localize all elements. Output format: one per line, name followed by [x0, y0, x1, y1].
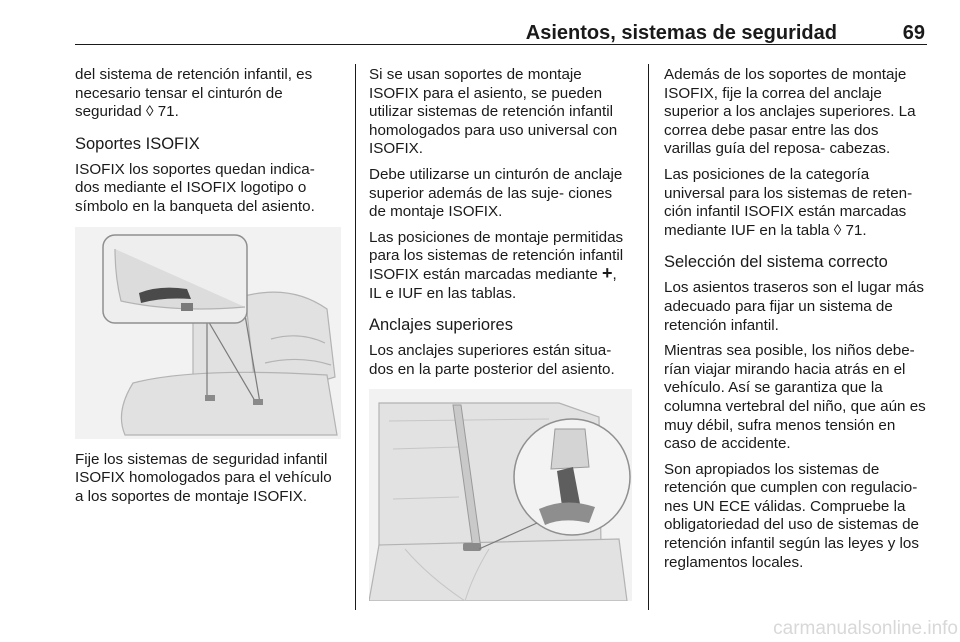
paragraph: Los anclajes superiores están situa- dos en la parte posterior del asiento. [369, 342, 615, 378]
paragraph: Debe utilizarse un cinturón de anclaje superior además de las suje- ciones de montaje ISOFIX. [369, 165, 623, 221]
paragraph: Las posiciones de la categoría universal para los sistemas de reten- ción infantil ISOFIX están marcadas mediante IUF en la tabla ◊ 71. [664, 165, 913, 239]
top-tether-illustration [369, 389, 632, 601]
watermark: carmanualsonline.info [773, 618, 958, 639]
paragraph: Las posiciones de montaje permitidas para los sistemas de retención infantil ISOFIX están marcadas mediante +, IL e IUF en las tablas. [369, 228, 624, 302]
section-heading-isofix: Soportes ISOFIX [75, 134, 200, 153]
paragraph: Además de los soportes de montaje ISOFIX, fije la correa del anclaje superior a los anclajes superiores. La correa debe pasar entre las dos varillas guía del reposa- cabezas. [664, 66, 916, 158]
paragraph: Si se usan soportes de montaje ISOFIX para el asiento, se pueden utilizar sistemas de retención infantil homologados para uso universal con ISOFIX. [369, 66, 618, 158]
page-ref[interactable]: 71. [153, 103, 179, 121]
column-divider [648, 64, 649, 610]
page-header [75, 0, 927, 45]
page-title: Asientos, sistemas de seguridad [525, 22, 837, 44]
column-3 [664, 66, 926, 579]
page-ref-icon: ◊ [145, 103, 154, 121]
column-1 [75, 66, 341, 513]
column-divider [355, 64, 356, 610]
column-2 [369, 66, 632, 613]
cross-icon: + [601, 262, 613, 283]
section-heading-seleccion: Selección del sistema correcto [664, 253, 888, 272]
page-number: 69 [902, 22, 925, 44]
paragraph: Fije los sistemas de seguridad infantil ISOFIX homologados para el vehículo a los soportes de montaje ISOFIX. [75, 450, 332, 505]
paragraph: Mientras sea posible, los niños debe- rían viajar mirando hacia atrás en el vehículo. Así se garantiza que la columna vertebral del niño, que aún es muy débil, sufra menos tensión en caso de accidente. [664, 342, 926, 453]
page-ref[interactable]: 71. [841, 221, 867, 239]
page-ref-icon: ◊ [833, 221, 842, 239]
paragraph: ISOFIX los soportes quedan indica- dos mediante el ISOFIX logotipo o símbolo en la banqueta del asiento. [75, 160, 315, 215]
paragraph: Los asientos traseros son el lugar más adecuado para fijar un sistema de retención infantil. [664, 279, 925, 334]
section-heading-anclajes: Anclajes superiores [369, 316, 513, 335]
paragraph: Son apropiados los sistemas de retención que cumplen con regulacio- nes UN ECE válidas. Compruebe la obligatoriedad del uso de sistemas de retención infantil según las leyes y los reglamentos locales. [664, 460, 919, 571]
paragraph: del sistema de retención infantil, es necesario tensar el cinturón de seguridad ◊ 71. [75, 66, 313, 121]
isofix-seat-illustration [75, 227, 341, 439]
